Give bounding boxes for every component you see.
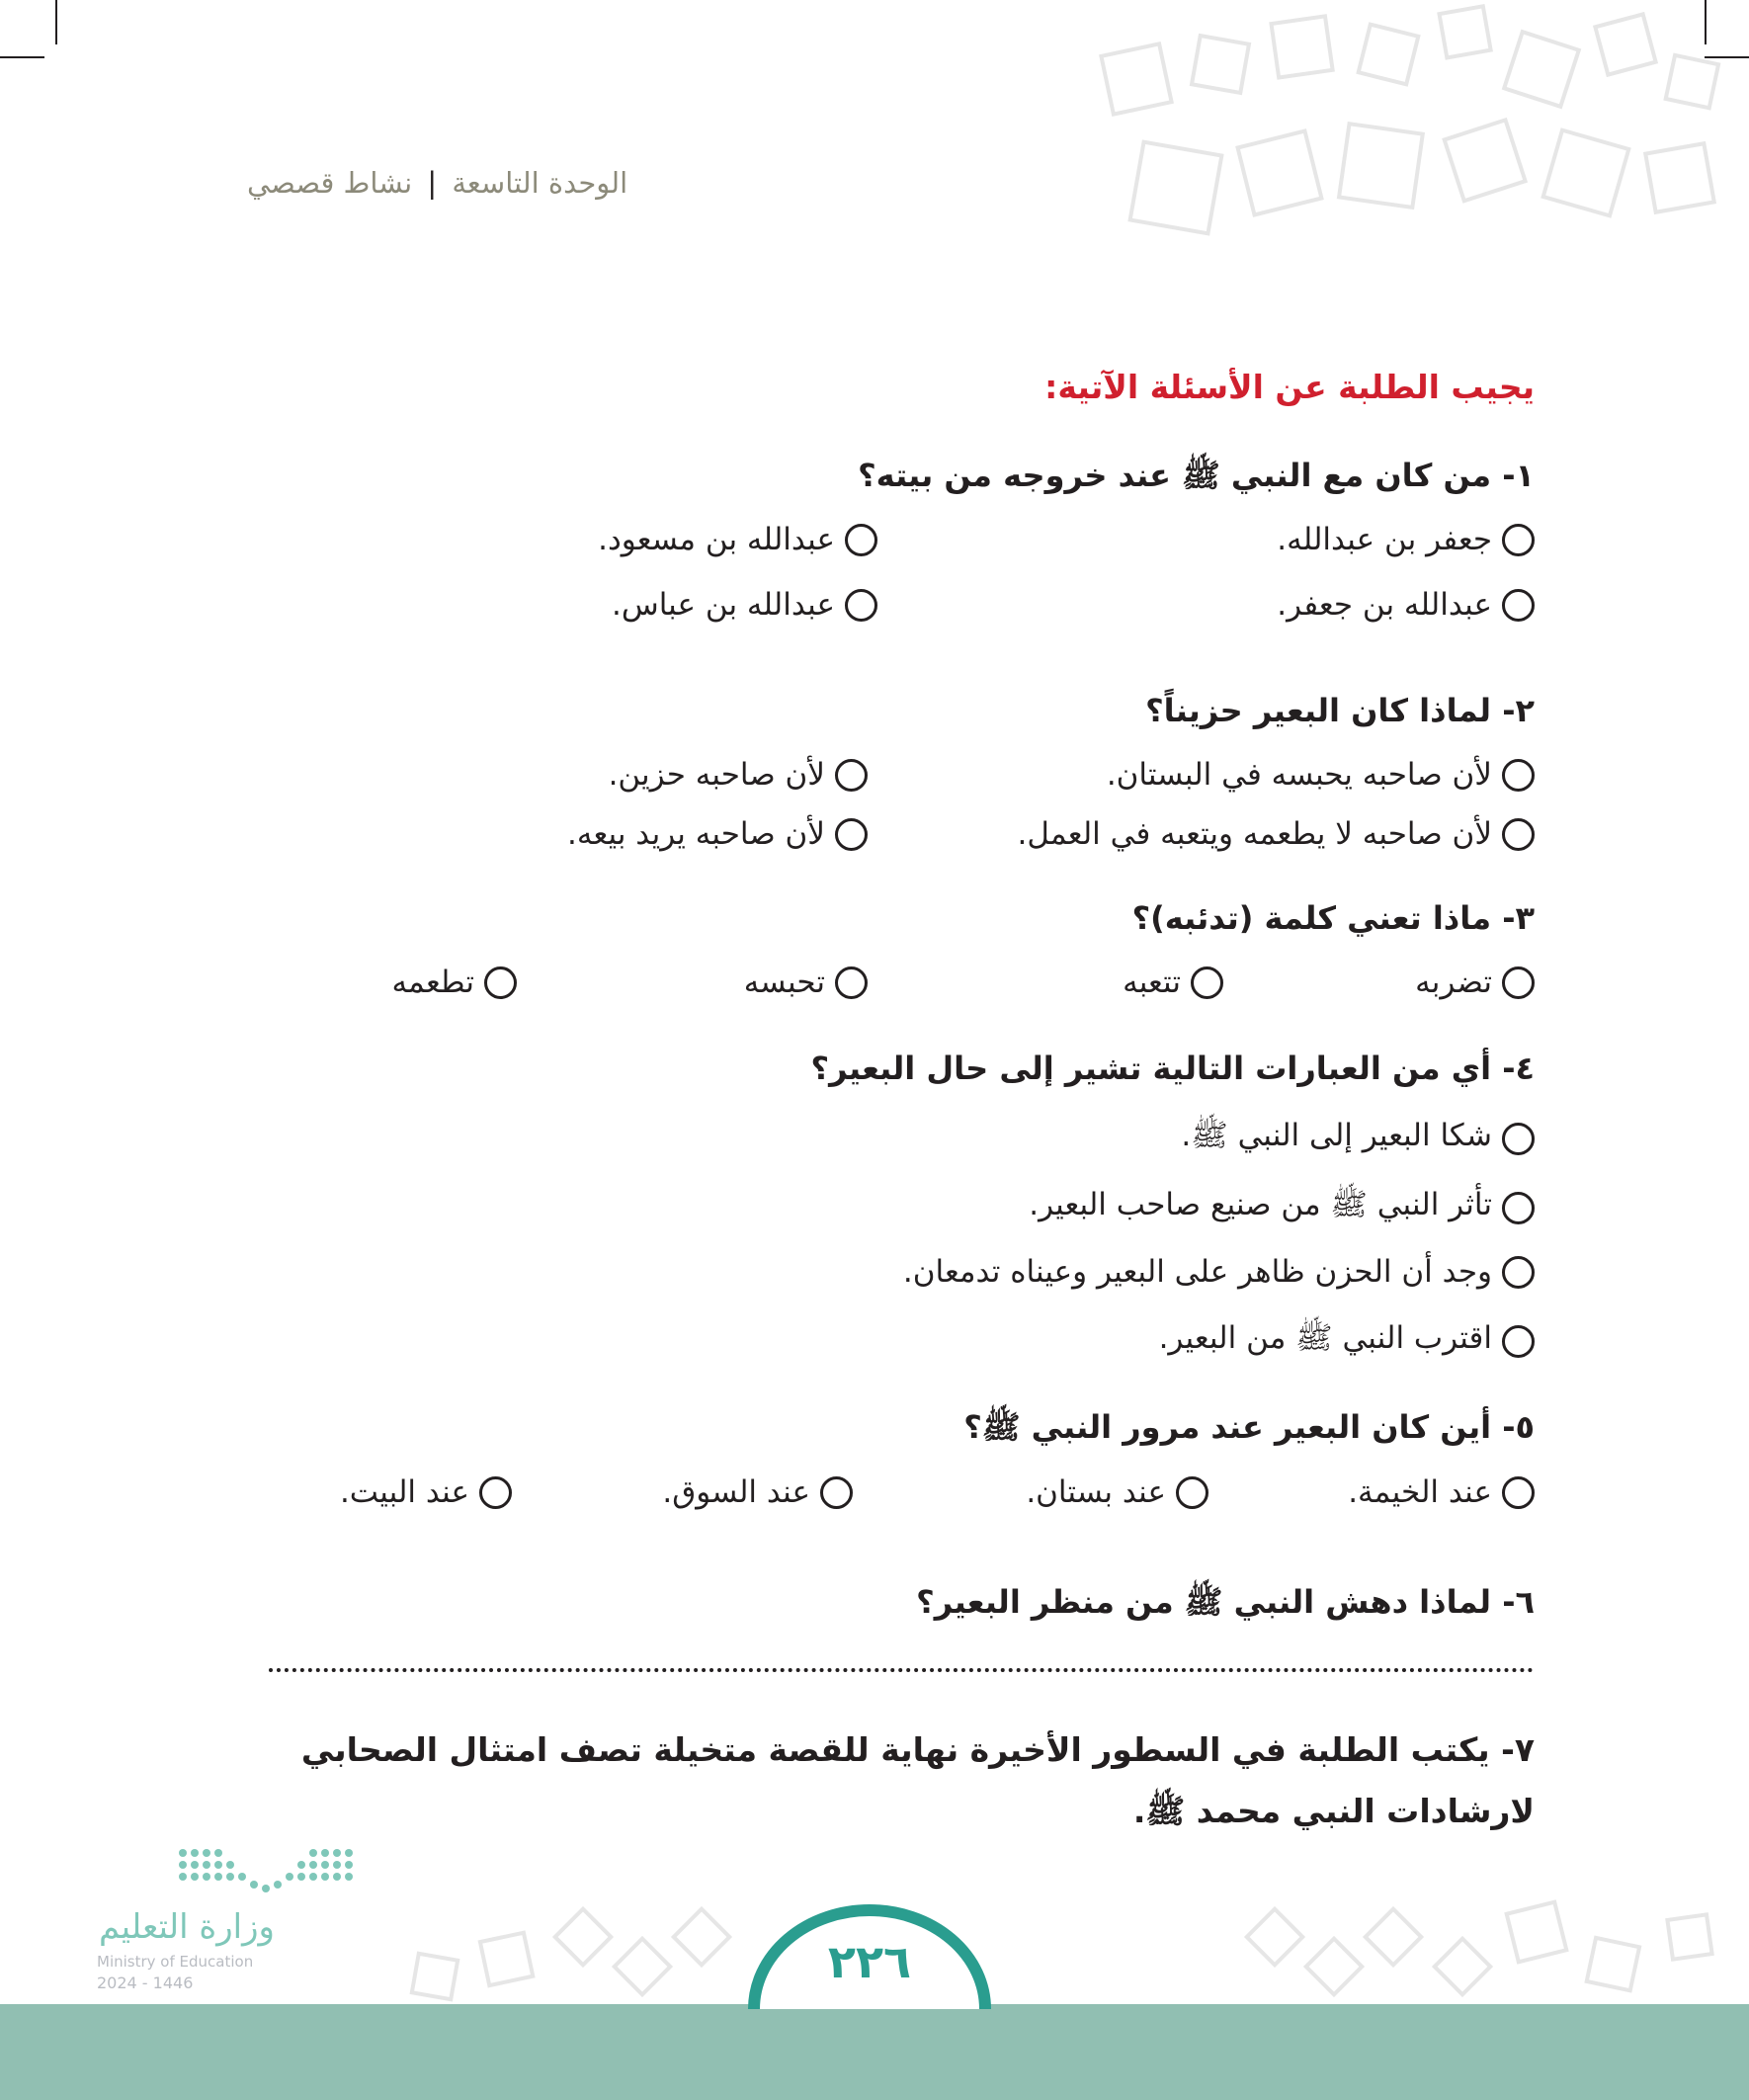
- question-4: ٤- أي من العبارات التالية تشير إلى حال البعير؟: [810, 1050, 1535, 1087]
- option-label: جعفر بن عبدالله.: [1277, 522, 1492, 557]
- radio-circle-icon[interactable]: [1191, 966, 1223, 999]
- question-7: ٧- يكتب الطلبة في السطور الأخيرة نهاية للقصة متخيلة تصف امتثال الصحابي لارشادات النبي محمد ﷺ.: [300, 1730, 1535, 1830]
- radio-circle-icon[interactable]: [1502, 759, 1535, 792]
- radio-circle-icon[interactable]: [1502, 1192, 1535, 1224]
- q4-option-3[interactable]: [903, 1250, 1535, 1294]
- radio-circle-icon[interactable]: [1176, 1476, 1208, 1509]
- answer-line[interactable]: [269, 1668, 1534, 1672]
- question-1: ١- من كان مع النبي ﷺ عند خروجه من بيته؟: [858, 457, 1535, 494]
- header-separator: |: [427, 166, 438, 200]
- question-5: ٥- أين كان البعير عند مرور النبي ﷺ؟: [963, 1408, 1535, 1446]
- option-label: وجد أن الحزن ظاهر على البعير وعيناه تدمعان.: [902, 1254, 1492, 1290]
- q1-option-2[interactable]: [598, 518, 877, 561]
- page-number: ٢٢٦: [827, 1935, 912, 1988]
- radio-circle-icon[interactable]: [845, 589, 877, 622]
- q1-option-4[interactable]: [612, 583, 877, 627]
- option-label: عبدالله بن عباس.: [612, 587, 835, 623]
- q2-option-2[interactable]: [609, 753, 868, 797]
- q5-option-4[interactable]: [340, 1470, 512, 1514]
- option-label: شكا البعير إلى النبي ﷺ.: [1181, 1117, 1492, 1153]
- option-label: تحبسه: [743, 965, 825, 1000]
- option-label: عند البيت.: [339, 1474, 469, 1510]
- option-label: تضربه: [1415, 965, 1492, 1000]
- question-2: ٢- لماذا كان البعير حزيناً؟: [1145, 692, 1535, 729]
- option-label: لأن صاحبه يحبسه في البستان.: [1106, 757, 1492, 793]
- q2-option-1[interactable]: [1107, 753, 1535, 797]
- ministry-name-english: Ministry of Education: [97, 1953, 254, 1971]
- radio-circle-icon[interactable]: [820, 1476, 853, 1509]
- option-label: تأثر النبي ﷺ من صنيع صاحب البعير.: [1029, 1186, 1492, 1222]
- q4-option-1[interactable]: [1181, 1117, 1535, 1160]
- option-label: تتعبه: [1123, 965, 1181, 1000]
- radio-circle-icon[interactable]: [1502, 818, 1535, 851]
- option-label: عبدالله بن مسعود.: [598, 522, 835, 557]
- radio-circle-icon[interactable]: [845, 524, 877, 556]
- q5-option-3[interactable]: [662, 1470, 853, 1514]
- q3-option-2[interactable]: [1123, 961, 1223, 1004]
- option-label: عند بستان.: [1026, 1474, 1166, 1510]
- radio-circle-icon[interactable]: [1502, 524, 1535, 556]
- running-header: [247, 166, 627, 200]
- radio-circle-icon[interactable]: [484, 966, 517, 999]
- q3-option-4[interactable]: [391, 961, 517, 1004]
- radio-circle-icon[interactable]: [835, 966, 868, 999]
- q5-option-2[interactable]: [1026, 1470, 1208, 1514]
- unit-title: الوحدة التاسعة: [452, 166, 628, 200]
- crop-mark: [0, 56, 44, 58]
- q4-option-4[interactable]: [1159, 1319, 1535, 1363]
- option-label: لأن صاحبه لا يطعمه ويتعبه في العمل.: [1017, 816, 1492, 852]
- q2-option-3[interactable]: [1017, 812, 1535, 856]
- radio-circle-icon[interactable]: [835, 759, 868, 792]
- question-3: ٣- ماذا تعني كلمة (تدئبه)؟: [1131, 899, 1535, 937]
- radio-circle-icon[interactable]: [1502, 1123, 1535, 1155]
- decorative-pattern: [395, 1878, 1749, 2006]
- radio-circle-icon[interactable]: [1502, 1476, 1535, 1509]
- decorative-pattern: [1038, 0, 1749, 296]
- option-label: اقترب النبي ﷺ من البعير.: [1158, 1319, 1492, 1356]
- q4-option-2[interactable]: [1029, 1186, 1535, 1229]
- option-label: لأن صاحبه يريد بيعه.: [567, 816, 825, 852]
- ministry-name-arabic: وزارة التعليم: [99, 1907, 275, 1947]
- radio-circle-icon[interactable]: [835, 818, 868, 851]
- option-label: عبدالله بن جعفر.: [1277, 587, 1492, 623]
- q3-option-3[interactable]: [744, 961, 868, 1004]
- radio-circle-icon[interactable]: [1502, 966, 1535, 999]
- q1-option-1[interactable]: [1277, 518, 1535, 561]
- option-label: تطعمه: [391, 965, 474, 1000]
- section-title: نشاط قصصي: [247, 166, 413, 200]
- crop-mark: [55, 0, 57, 44]
- q5-option-1[interactable]: [1348, 1470, 1535, 1514]
- q2-option-4[interactable]: [567, 812, 868, 856]
- radio-circle-icon[interactable]: [1502, 1256, 1535, 1289]
- footer-band: [0, 2004, 1749, 2100]
- radio-circle-icon[interactable]: [1502, 589, 1535, 622]
- q3-option-1[interactable]: [1415, 961, 1535, 1004]
- option-label: لأن صاحبه حزين.: [608, 757, 825, 793]
- edition-year: 2024 - 1446: [97, 1974, 194, 1992]
- radio-circle-icon[interactable]: [1502, 1325, 1535, 1358]
- instruction: يجيب الطلبة عن الأسئلة الآتية:: [1044, 368, 1535, 406]
- option-label: عند السوق.: [662, 1474, 810, 1510]
- q1-option-3[interactable]: [1277, 583, 1535, 627]
- option-label: عند الخيمة.: [1348, 1474, 1492, 1510]
- radio-circle-icon[interactable]: [479, 1476, 512, 1509]
- question-6: ٦- لماذا دهش النبي ﷺ من منظر البعير؟: [916, 1583, 1535, 1621]
